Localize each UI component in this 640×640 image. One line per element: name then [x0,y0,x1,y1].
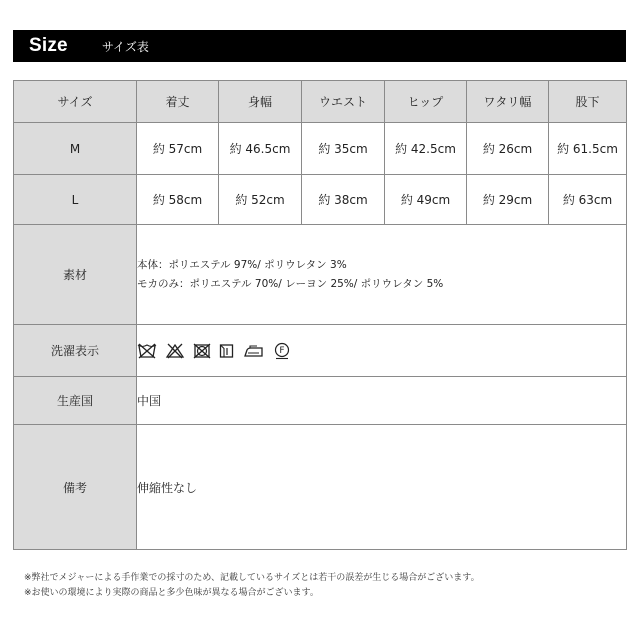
no-bleach-icon [165,343,185,359]
remarks-value: 伸縮性なし [137,425,627,550]
column-header: 着丈 [137,81,219,123]
size-title: Size [29,35,68,56]
material-label: 素材 [14,225,137,325]
footnotes [24,571,480,601]
dry-clean-letter: F [279,345,285,356]
table-cell: 約 42.5cm [385,123,467,175]
size-label-l: L [14,175,137,225]
care-row [14,325,627,377]
table-cell: 約 35cm [302,123,385,175]
table-cell: 約 61.5cm [549,123,627,175]
material-value [137,225,627,325]
table-cell: 約 57cm [137,123,219,175]
footnote-color: ※お使いの環境により実際の商品と多少色味が異なる場合がございます。 [24,588,319,598]
table-cell: 約 38cm [302,175,385,225]
column-header: ウエスト [302,81,385,123]
material-line-mocha: モカのみ：ポリエステル 70%/ レーヨン 25%/ ポリウレタン 5% [137,277,444,290]
size-label-m: M [14,123,137,175]
size-subtitle: サイズ表 [101,39,149,54]
footnote-measurement: ※弊社でメジャーによる手作業での採寸のため、記載しているサイズとは若干の誤差が生じる場合がございます。 [24,573,480,583]
column-header: 股下 [549,81,627,123]
remarks-row [14,425,627,550]
care-icons [137,342,626,360]
table-cell: 約 58cm [137,175,219,225]
column-header: サイズ [14,81,137,123]
dry-clean-f-icon [273,342,291,360]
no-tumble-dry-icon [193,343,211,359]
line-dry-shade-icon [219,343,235,359]
table-header-row [14,81,627,123]
no-wash-icon [137,343,157,359]
table-row [14,123,627,175]
origin-label: 生産国 [14,377,137,425]
table-cell: 約 26cm [467,123,549,175]
table-row [14,175,627,225]
care-label: 洗濯表示 [14,325,137,377]
table-cell: 約 46.5cm [219,123,302,175]
table-cell: 約 49cm [385,175,467,225]
size-table [13,80,627,550]
material-row [14,225,627,325]
origin-row [14,377,627,425]
size-header-bar [13,30,626,62]
table-cell: 約 63cm [549,175,627,225]
column-header: ワタリ幅 [467,81,549,123]
care-icons-cell [137,325,627,377]
column-header: 身幅 [219,81,302,123]
origin-value: 中国 [137,377,627,425]
column-header: ヒップ [385,81,467,123]
remarks-label: 備考 [14,425,137,550]
low-iron-icon [243,343,265,359]
table-cell: 約 29cm [467,175,549,225]
material-line-body: 本体：ポリエステル 97%/ ポリウレタン 3% [137,258,347,271]
table-cell: 約 52cm [219,175,302,225]
